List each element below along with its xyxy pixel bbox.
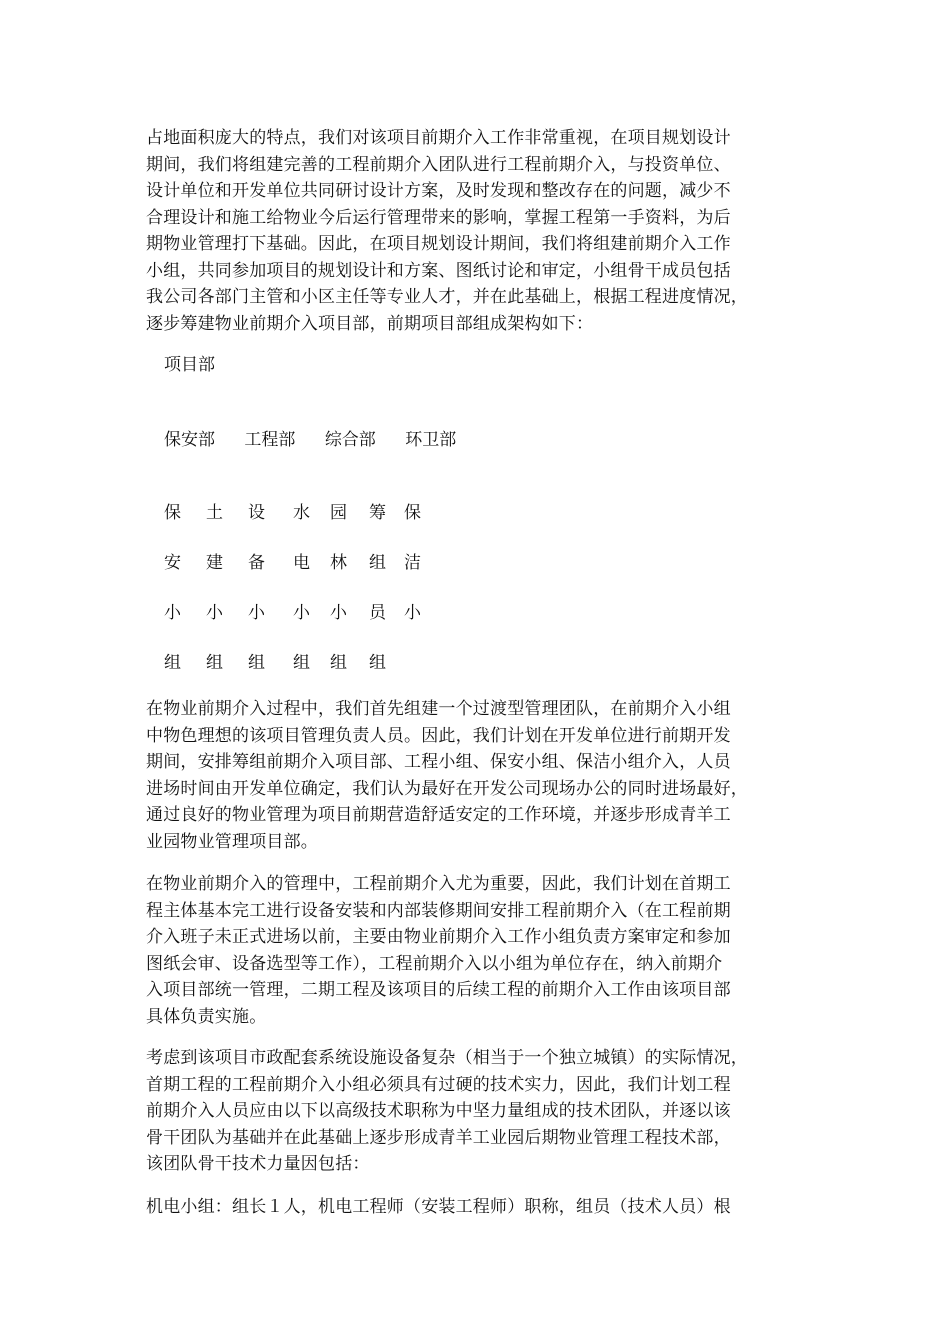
org-group-char: 备: [248, 553, 265, 573]
org-group-char: 小: [206, 603, 223, 623]
text-line: 进场时间由开发单位确定，我们认为最好在开发公司现场办公的同时进场最好，: [146, 778, 748, 799]
text-line: 占地面积庞大的特点，我们对该项目前期介入工作非常重视，在项目规划设计: [146, 128, 731, 148]
text-line: 我公司各部门主管和小区主任等专业人才，并在此基础上，根据工程进度情况，: [146, 287, 748, 307]
text-line: 图纸会审、设备选型等工作），工程前期介入以小组为单位存在，纳入前期介: [146, 953, 723, 974]
text-line: 合理设计和施工给物业今后运行管理带来的影响，掌握工程第一手资料，为后: [146, 207, 731, 228]
text-line: 在物业前期介入的管理中，工程前期介入尤为重要，因此，我们计划在首期工: [146, 874, 731, 894]
org-group-char: 建: [206, 553, 223, 573]
paragraph-transition-team: [146, 696, 806, 855]
org-group-char: 小: [293, 603, 310, 623]
text-line: 入项目部统一管理，二期工程及该项目的后续工程的前期介入工作由该项目部: [146, 980, 731, 1000]
org-group-char: 组: [248, 653, 265, 673]
org-group-char: 组: [206, 653, 223, 673]
text-line: 期间，我们将组建完善的工程前期介入团队进行工程前期介入，与投资单位、: [146, 154, 731, 175]
org-group-char: 组: [369, 553, 386, 573]
org-group-char: 小: [404, 603, 421, 623]
org-group-char: 园: [330, 503, 347, 523]
org-group-char: 小: [164, 603, 181, 623]
text-line: 在物业前期介入过程中，我们首先组建一个过渡型管理团队，在前期介入小组: [146, 699, 731, 719]
text-line: 业园物业管理项目部。: [146, 831, 318, 852]
text-line: 中物色理想的该项目管理负责人员。因此，我们计划在开发单位进行前期开发: [146, 725, 731, 746]
text-line: 通过良好的物业管理为项目前期营造舒适安定的工作环境，并逐步形成青羊工: [146, 805, 731, 825]
org-group-char: 设: [248, 503, 265, 523]
org-group-char: 组: [330, 653, 347, 673]
org-group-char: 洁: [404, 553, 421, 573]
department-general: 综合部: [324, 430, 376, 450]
text-line: 首期工程的工程前期介入小组必须具有过硬的技术实力，因此，我们计划工程: [146, 1074, 731, 1095]
org-group-char: 保: [164, 503, 181, 523]
department-security: 保安部: [164, 430, 215, 450]
org-group-char: 组: [164, 653, 181, 673]
text-line: 骨干团队为基础并在此基础上逐步形成青羊工业园后期物业管理工程技术部，: [146, 1127, 731, 1148]
text-line: 该团队骨干技术力量因包括：: [146, 1154, 370, 1174]
department-engineering: 工程部: [244, 430, 296, 450]
org-group-char: 电: [293, 553, 310, 573]
org-group-char: 安: [164, 553, 181, 573]
paragraph-technical-team: [146, 1045, 806, 1178]
text-line: 具体负责实施。: [146, 1006, 267, 1027]
org-group-char: 组: [293, 653, 310, 673]
paragraph-electromechanical-group: [146, 1194, 806, 1221]
text-line: 介入班子未正式进场以前，主要由物业前期介入工作小组负责方案审定和参加: [146, 927, 731, 947]
org-group-char: 保: [404, 503, 421, 523]
paragraph-engineering-intervention: [146, 871, 806, 1030]
text-line: 期间，安排筹组前期介入项目部、工程小组、保安小组、保洁小组介入，人员: [146, 752, 731, 772]
text-line: 逐步筹建物业前期介入项目部，前期项目部组成架构如下：: [146, 313, 594, 334]
org-chart-root: 项目部: [164, 355, 215, 375]
org-group-char: 土: [206, 503, 223, 523]
org-group-char: 员: [369, 603, 386, 623]
text-line: 前期介入人员应由以下以高级技术职称为中坚力量组成的技术团队，并逐以该: [146, 1101, 731, 1121]
org-group-char: 小: [330, 603, 347, 623]
paragraph-intro: [146, 125, 806, 337]
department-sanitation: 环卫部: [405, 430, 457, 450]
org-group-char: 林: [330, 553, 347, 573]
org-group-char: 组: [369, 653, 386, 673]
text-line: 程主体基本完工进行设备安装和内部装修期间安排工程前期介入（在工程前期: [146, 900, 731, 921]
text-line: 机电小组：组长１人，机电工程师（安装工程师）职称，组员（技术人员）根: [146, 1197, 731, 1217]
text-line: 考虑到该项目市政配套系统设施设备复杂（相当于一个独立城镇）的实际情况，: [146, 1048, 748, 1068]
org-chart-departments: [164, 425, 480, 450]
org-group-char: 水: [293, 503, 310, 523]
org-group-char: 筹: [369, 503, 386, 523]
text-line: 设计单位和开发单位共同研讨设计方案，及时发现和整改存在的问题，减少不: [146, 181, 731, 201]
org-group-char: 小: [248, 603, 265, 623]
text-line: 期物业管理打下基础。因此，在项目规划设计期间，我们将组建前期介入工作: [146, 234, 731, 254]
text-line: 小组，共同参加项目的规划设计和方案、图纸讨论和审定，小组骨干成员包括: [146, 260, 731, 281]
